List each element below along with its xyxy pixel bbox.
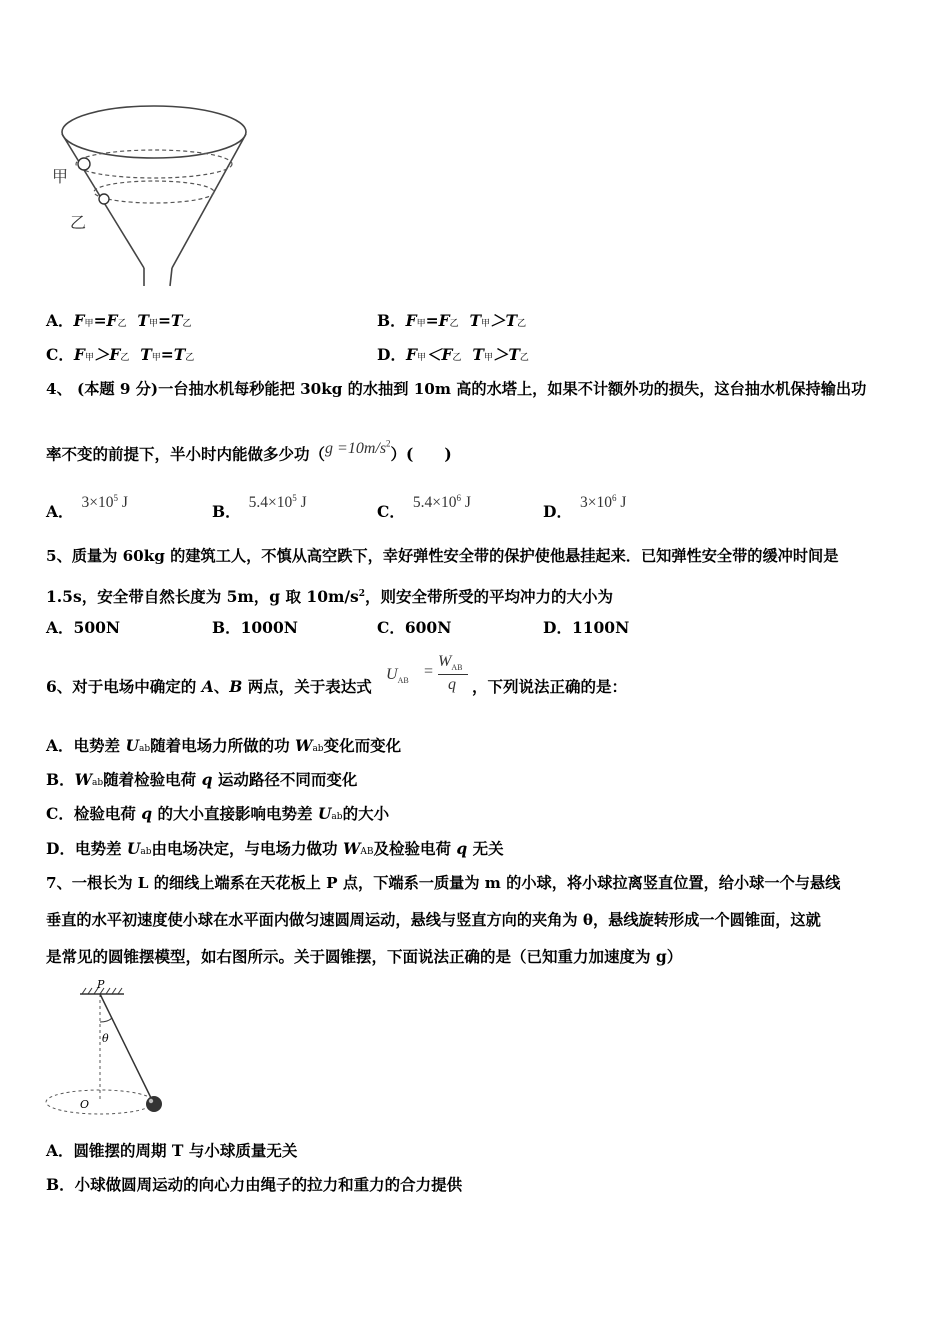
string <box>100 994 153 1102</box>
q7-stem-line1: 7、一根长为 L 的细线上端系在天花板上 P 点，下端系一质量为 m 的小球，将小球拉离竖直位置，给小球一个与悬线 <box>46 874 841 892</box>
q5-option-d[interactable]: D．1100N <box>543 618 630 637</box>
orbit-jia <box>76 150 232 178</box>
q5-option-a[interactable]: A．500N <box>46 618 121 637</box>
q6-option-b[interactable]: B．Wab随着检验电荷 q 运动路径不同而变化 <box>46 770 358 789</box>
funnel-figure <box>48 98 258 288</box>
q7-stem-line3: 是常见的圆锥摆模型，如右图所示。关于圆锥摆，下面说法正确的是（已知重力加速度为 g） <box>46 947 683 966</box>
fraction-bar <box>438 674 468 675</box>
q5-stem-line1: 5、质量为 60kg 的建筑工人，不慎从高空跌下，幸好弹性安全带的保护使他悬挂起来．已知弹性安全带的缓冲时间是 <box>46 547 839 565</box>
q6-option-a[interactable]: A．电势差 Uab随着电场力所做的功 Wab变化而变化 <box>46 736 402 755</box>
q3-option-c[interactable]: C．F甲＞F乙 T甲=T乙 <box>46 345 195 364</box>
q3-option-b[interactable]: B．F甲=F乙 T甲＞T乙 <box>377 311 527 330</box>
q4-option-d[interactable]: D． $3\times 10^6$ J <box>543 493 627 522</box>
orbit-yi <box>94 181 214 203</box>
q5-stem-line2: 1.5s，安全带自然长度为 5m，g 取 $10m/s^2$，则安全带所受的平均冲力的大小为 <box>46 587 614 607</box>
label-theta: θ <box>102 1032 109 1045</box>
q7-option-b[interactable]: B．小球做圆周运动的向心力由绳子的拉力和重力的合力提供 <box>46 1175 463 1194</box>
funnel-rim <box>62 106 246 158</box>
q4-stem-line2: 率不变的前提下，半小时内能做多少功$(g =10m/s^2)$( ) <box>46 439 452 464</box>
label-p: P <box>97 978 105 991</box>
ball-jia <box>78 158 90 170</box>
q6-stem: 6、对于电场中确定的 A、B 两点，关于表达式 <box>46 677 372 696</box>
q5-option-c[interactable]: C．600N <box>377 618 452 637</box>
q3-option-a[interactable]: A．F甲=F乙 T甲=T乙 <box>46 311 192 330</box>
label-o: O <box>80 1098 90 1111</box>
label-jia: 甲 <box>52 167 69 186</box>
q4-stem-line1: 4、 (本题 9 分)一台抽水机每秒能把 30kg 的水抽到 10m 高的水塔上，如果不计额外功的损失，这台抽水机保持输出功 <box>46 380 867 398</box>
q4-option-c[interactable]: C． $5.4\times 10^6$ J <box>377 493 471 522</box>
q7-stem-line2: 垂直的水平初速度使小球在水平面内做匀速圆周运动，悬线与竖直方向的夹角为 θ，悬线旋转形成一个圆锥面，这就 <box>46 911 821 929</box>
ball-yi <box>99 194 109 204</box>
q5-option-b[interactable]: B．1000N <box>212 618 298 637</box>
q4-option-a[interactable]: A． $3\times 10^5$ J <box>46 493 128 522</box>
q3-option-d[interactable]: D．F甲＜F乙 T甲＞T乙 <box>377 345 529 364</box>
pendulum-ball <box>146 1096 162 1112</box>
angle-arc <box>100 1018 112 1022</box>
q6-suffix: ，下列说法正确的是： <box>472 677 628 696</box>
ball-highlight <box>149 1099 153 1103</box>
q4-option-b[interactable]: B． $5.4\times 10^5$ J <box>212 493 307 522</box>
q6-formula: $U_{AB}$ = $W_{AB}$ q <box>386 653 476 697</box>
conical-pendulum-figure <box>42 978 167 1123</box>
q6-option-c[interactable]: C．检验电荷 q 的大小直接影响电势差 Uab的大小 <box>46 804 390 823</box>
q7-option-a[interactable]: A．圆锥摆的周期 T 与小球质量无关 <box>46 1141 298 1160</box>
q6-option-d[interactable]: D．电势差 Uab由电场决定，与电场力做功 WAB及检验电荷 q 无关 <box>46 839 504 858</box>
label-yi: 乙 <box>70 213 87 232</box>
